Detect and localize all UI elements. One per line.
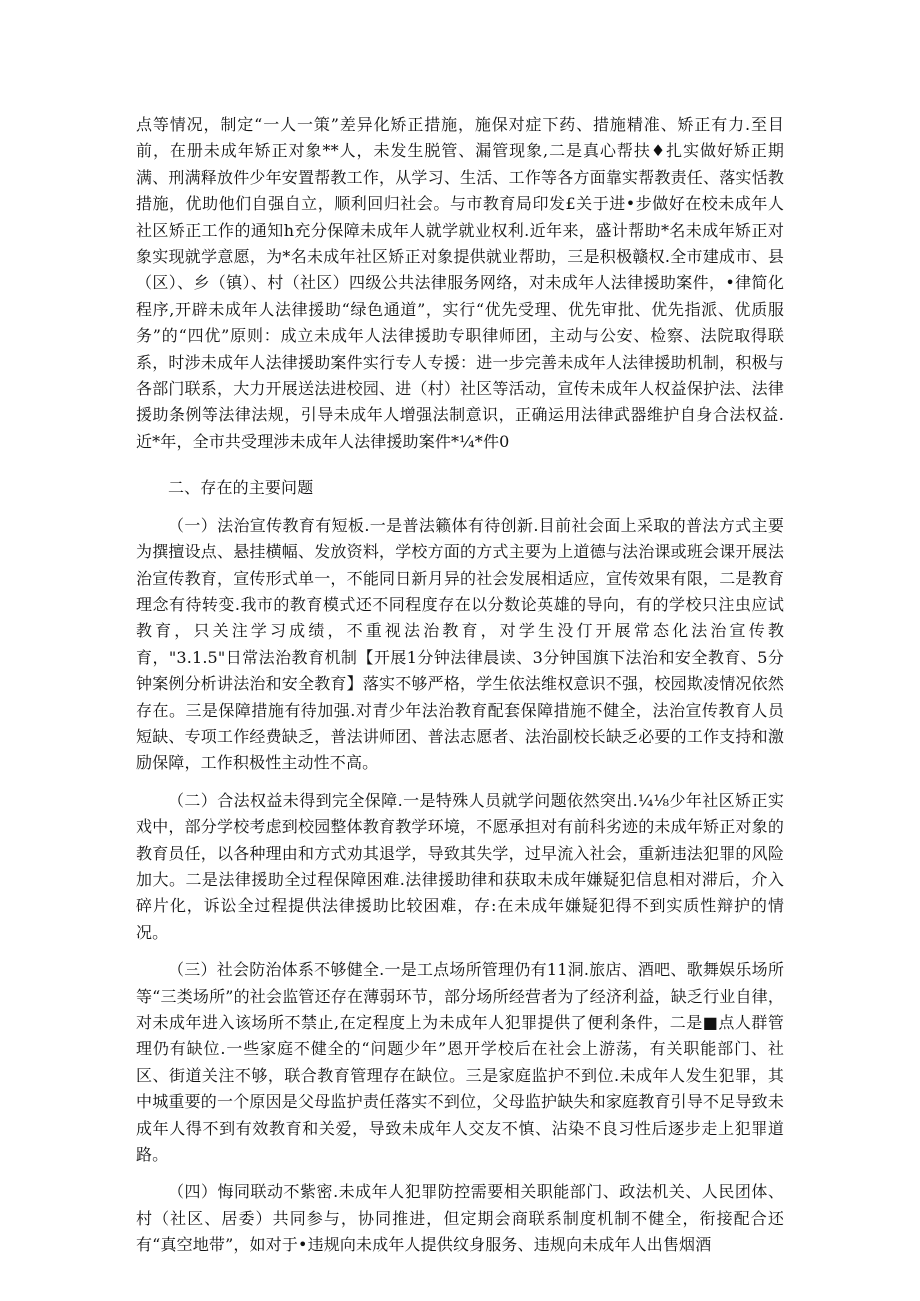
paragraph-problem-3-prevention-system: （三）社会防治体系不够健全.一是工点场所管理仍有11洞.旅店、酒吧、歌舞娱乐场所等“三类场所”的社会监管还存在薄弱环节，部分场所经营者为了经济利益，缺乏行业自律，对未成年进入该场所不禁止,在定程度上为未成年人犯罪提供了便利条件，二是■点人群管理仍有缺位.一些家庭不健全的“问题少年”恩开学校后在社会上游荡，有关职能部门、社区、街道关注不够，联合教育管理存在缺位。三是家庭监护不到位.未成年人发生犯罪，其中城重要的一个原因是父母监护责任落实不到位，父母监护缺失和家庭教育引导不足导致未成年人得不到有效教育和关爱，导致未成年人交友不慎、沾染不良习性后逐步走上犯罪道路。 (136, 960, 784, 1165)
paragraph-correction-measures: 点等情况，制定“一人一策”差异化矫正措施，施保对症下药、措施精准、矫正有力.至目前，在册未成年矫正对象**人，未发生脱管、漏管现象,二是真心帮扶♦扎实做好矫正期满、刑满释放件少年安置帮教工作，从学习、生活、工作等各方面靠实帮教责任、落实恬教措施，优助他们自强自立，顺利回归社会。与市教育局印发£关于进•步做好在校未成年人社区矫正工作的通知h充分保障未成年人就学就业权利.近年来，盛计帮助*名未成年矫正对象实现就学意愿，为*名未成年社区矫正对象提供就业帮助，三是积极赣权.全市建成市、县（区）、乡（镇）、村（社区）四级公共法律服务网络，对未成年人法律援助案件，•律简化程序,开辟未成年人法律援助“绿色通道”，实行“优先受理、优先审批、优先指派、优质服务”的“四优”原则：成立未成年人法律援助专职律师团，主动与公安、检察、法院取得联系，时涉未成年人法律援助案件实行专人专援：进一步完善未成年人法律援助机制，积极与各部门联系，大力开展送法进校园、进（村）社区等活动，宣传未成年人权益保护法、法律援助条例等法律法规，引导未成年人增强法制意识，正确运用法律武器维护自身合法权益.近*年，全市共受理涉未成年人法律援助案件*¼*件0 (136, 115, 784, 451)
paragraph-problem-2-legal-rights: （二）合法权益未得到完全保障.一是特殊人员就学问题依然突出.¼⅛少年社区矫正实戏中，部分学校考虑到校园整体教育教学环境，不愿承担对有前科劣迹的未成年矫正对象的教育员任，以各种理由和方式劝其退学，导致其失学，过早流入社会，重新违法犯罪的风险加大。二是法律援助全过程保障困难.法律援助律和获取未成年嫌疑犯信息相对滞后，介入碎片化，诉讼全过程提供法律援助比较困难，存:在未成年嫌疑犯得不到实质性辩护的情况。 (136, 790, 784, 942)
paragraph-problem-4-coordination: （四）悔同联动不紫密.未成年人犯罪防控需要相关职能部门、政法机关、人民团体、村（社区、居委）共同参与，协同推进，但定期会商联系制度机制不健全，衔接配合还有“真空地带”，如对于•违规向未成年人提供纹身服务、违规向未成年人出售烟酒 (136, 1182, 784, 1255)
section-heading-main-problems: 二、存在的主要问题 (168, 478, 314, 498)
paragraph-problem-1-legal-education: （一）法治宣传教育有短板.一是普法籁体有待创新.目前社会面上采取的普法方式主要为撰擅设点、悬挂横幅、发放资料，学校方面的方式主要为上道德与法治课或班会课开展法治宣传教育，宣传形式单一，不能同日新月异的社会发展相适应，宣传效果有限，二是教育理念有待转变.我市的教育模式还不同程度存在以分数论英雄的导向，有的学校只注虫应试教育，只关注学习成绩，不重视法治教育，对学生没仃开展常态化法治宣传教育，"3.1.5"日常法治教育机制【开展1分钟法律晨读、3分钟国旗下法治和安全教育、5分钟案例分析讲法治和安全教育】落实不够严格，学生依法维权意识不强，校园欺凌情况依然存在。三是保障措施有待加强.对青少年法治教育配套保障措施不健全，法治宣传教育人员短缺、专项工作经费缺乏，普法讲师团、普法志愿者、法治副校长缺乏必要的工作支持和激励保障，工作积极性主动性不高。 (136, 515, 784, 773)
document-page (136, 112, 784, 1259)
